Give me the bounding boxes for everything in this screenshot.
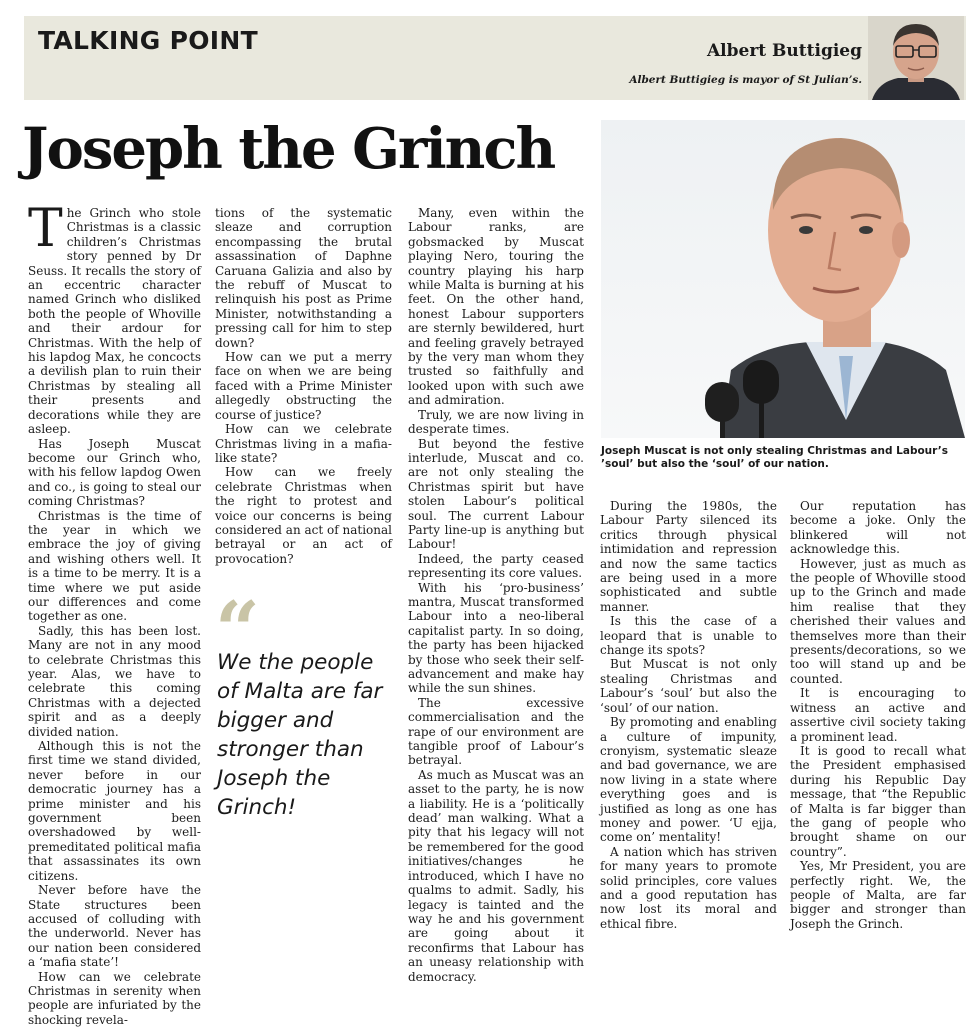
- paragraph: It is encouraging to witness an active and assertive civil society taking a prominent lead.: [790, 686, 966, 744]
- paragraph: How can we celebrate Christmas in serenity when people are infuriated by the shocking revela-: [28, 969, 201, 1027]
- paragraph: During the 1980s, the Labour Party silenced its critics through physical intimidation and repression and now the same tactics are being used in a more sophisticated and subtle manner.: [600, 499, 777, 614]
- paragraph: Is this the case of a leopard that is unable to change its spots?: [600, 614, 777, 658]
- paragraph: By promoting and enabling a culture of impunity, cronyism, systematic sleaze and bad governance, we are now living in a state where everything goes and is justified as long as one has money and power. ‘U ejja, come on’ mentality!: [600, 715, 777, 845]
- paragraph: The excessive commercialisation and the rape of our environment are tangible proof of Labour’s betrayal.: [408, 695, 584, 768]
- paragraph: How can we put a merry face on when we are being faced with a Prime Minister allegedly obstructing the course of justice?: [215, 350, 392, 422]
- author-photo: [868, 16, 964, 100]
- paragraph: But beyond the festive interlude, Muscat and co. are not only stealing the Christmas spirit but have stolen Labour’s political soul. The current Labour Party line-up is anything but Labour!: [408, 436, 584, 552]
- paragraph: A nation which has striven for many years to promote solid principles, core values and a good reputation has now lost its moral and ethical fibre.: [600, 844, 777, 931]
- paragraph: Has Joseph Muscat become our Grinch who, with his fellow lapdog Owen and co., is going to steal our coming Christmas?: [28, 436, 201, 509]
- paragraph: Truly, we are now living in desperate times.: [408, 407, 584, 437]
- paragraph: It is good to recall what the President emphasised during his Republic Day message, that “the Republic of Malta is far bigger than the gang of people who brought shame on our country”.: [790, 743, 966, 859]
- paragraph: tions of the systematic sleaze and corruption encompassing the brutal assassination of Daphne Caruana Galizia and also by the rebuff of Muscat to relinquish his post as Prime Minister, notwithstanding a pressing call for him to step down?: [215, 206, 392, 350]
- paragraph: As much as Muscat was an asset to the party, he is now a liability. He is a ‘politically dead’ man walking. What a pity that his legacy will not be remembered for the good initiatives/changes he introduced, which I have no qualms to admit. Sadly, his legacy is tainted and the way he and his government are going about it reconfirms that Labour has an uneasy relationship with democracy.: [408, 767, 584, 984]
- paragraph-text: he Grinch who stole Christmas is a classic children’s Christmas story penned by Dr Seuss. It recalls the story of an eccentric character named Grinch who disliked both the people of Whoville and their ardour for Christmas. With the help of his lapdog Max, he concocts a devilish plan to ruin their Christmas by stealing all their presents and decorations while they are asleep.: [28, 206, 201, 437]
- paragraph: Although this is not the first time we stand divided, never before in our democratic journey has a prime minister and his government been overshadowed by well-premeditated political mafia that assassinates its own citizens.: [28, 739, 201, 883]
- quote-mark-icon: “: [215, 585, 260, 676]
- drop-cap: T: [28, 199, 63, 259]
- paragraph: Indeed, the party ceased representing its core values.: [408, 551, 584, 581]
- paragraph: Sadly, this has been lost. Many are not in any mood to celebrate Christmas this year. Alas, we have to celebrate this coming Christmas with a dejected spirit and as a deeply divided nation.: [28, 623, 201, 739]
- article-column-3: [408, 206, 584, 984]
- paragraph: With his ‘pro-business’ mantra, Muscat transformed Labour into a neo-liberal capitalist party. In so doing, the party has been hijacked by those who seek their self-advancement and make hay while the sun shines.: [408, 580, 584, 696]
- paragraph: Many, even within the Labour ranks, are gobsmacked by Muscat playing Nero, touring the country playing his harp while Malta is burning at his feet. On the other hand, honest Labour supporters are sternly bewildered, hurt and feeling gravely betrayed by the very man whom they trusted so faithfully and looked upon with such awe and admiration.: [408, 206, 584, 408]
- article-photo: [601, 120, 965, 438]
- paragraph: But Muscat is not only stealing Christmas and Labour’s ‘soul’ but also the ‘soul’ of our nation.: [600, 657, 777, 715]
- paragraph: Never before have the State structures been accused of colluding with the underworld. Never has our nation been considered a ‘mafia state’!: [28, 883, 201, 970]
- pull-quote: We the people of Malta are far bigger and stronger than Joseph the Grinch!: [217, 650, 383, 820]
- paragraph: How can we freely celebrate Christmas when the right to protest and voice our concerns is being considered an act of national betrayal or an act of provocation?: [215, 465, 392, 566]
- article-column-5: [790, 499, 966, 931]
- headline: Joseph the Grinch: [22, 116, 555, 182]
- paragraph: Yes, Mr President, you are perfectly right. We, the people of Malta, are far bigger and stronger than Joseph the Grinch.: [790, 859, 966, 931]
- paragraph: Christmas is the time of the year in which we embrace the joy of giving and wishing others well. It is a time to be merry. It is a time where we put aside our differences and come together as one.: [28, 508, 201, 624]
- paragraph: How can we celebrate Christmas living in a mafia-like state?: [215, 422, 392, 465]
- article-column-1: [28, 199, 201, 1027]
- photo-caption: Joseph Muscat is not only stealing Christmas and Labour’s ’soul’ but also the ‘soul’ of our nation.: [601, 445, 949, 470]
- author-name: Albert Buttigieg: [706, 41, 862, 61]
- article-column-4: [600, 499, 777, 931]
- author-bio: Albert Buttigieg is mayor of St Julian’s.: [629, 74, 862, 86]
- paragraph: However, just as much as the people of Whoville stood up to the Grinch and made him realise that they cherished their values and themselves more than their presents/decorations, so we too will stand up and be counted.: [790, 556, 966, 686]
- section-label: TALKING POINT: [38, 26, 258, 55]
- paragraph: Our reputation has become a joke. Only the blinkered will not acknowledge this.: [790, 499, 966, 557]
- article-column-2: [215, 206, 392, 566]
- paragraph: [28, 199, 201, 437]
